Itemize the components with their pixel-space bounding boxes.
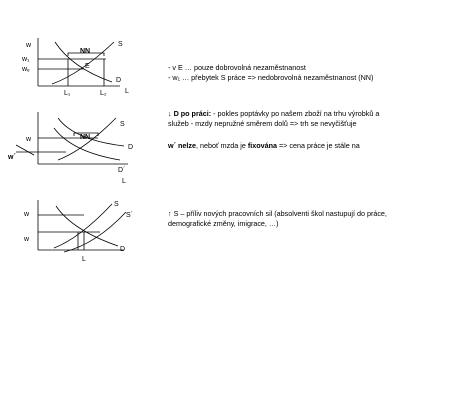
graph3-supply-curve: [54, 204, 112, 248]
graph2-label-d: D: [128, 144, 134, 151]
note-fixed-wage-mid: , neboť mzda je: [195, 141, 248, 150]
graph1-label-l2: L₂: [100, 90, 107, 97]
graph3-label-s: S: [114, 201, 119, 208]
graph-supply-increase: [0, 195, 160, 265]
graph1-label-d: D: [116, 77, 122, 84]
note-fixed-wage-nelze: nelze: [177, 141, 196, 150]
graph-demand-decrease: [0, 108, 160, 188]
graph3-label-d: D: [120, 246, 126, 253]
graph1-label-l1: L₁: [64, 90, 71, 97]
graph2-demand-curve: [58, 118, 124, 146]
note-supply-increase: [168, 209, 387, 228]
graph1-axis-w: w: [26, 42, 32, 49]
graph3-axis-w2: w: [24, 236, 30, 243]
note-demand-drop-text: - pokles poptávky po našem zboží na trhu výrobků a: [211, 109, 380, 118]
graph2-label-s: S: [120, 121, 125, 128]
graph1-label-we: wₑ: [22, 66, 30, 73]
graph1-label-w1: w₁: [22, 56, 30, 63]
graph2-axis-l: L: [122, 178, 126, 185]
note-equilibrium: [168, 63, 373, 82]
graph2-label-nn: NN: [80, 134, 91, 141]
note-fixed-wage-fixovana: fixována: [247, 141, 277, 150]
note-supply-increase-line2: demografické změny, imigrace, …): [168, 218, 279, 228]
graph2-cross-mark: [16, 145, 34, 155]
graph2-label-wprime: w´: [8, 154, 16, 161]
note-fixed-wage-wprime: w´: [168, 141, 176, 150]
graph3-axis-w: w: [24, 211, 30, 218]
graph2-axis-w: w: [26, 136, 32, 143]
graph1-label-s: S: [118, 41, 123, 48]
graph1-axis-l: L: [125, 88, 129, 95]
note-equilibrium-line1: - v E … pouze dobrovolná nezaměstnanost: [168, 63, 306, 72]
note-demand-drop: [168, 109, 379, 128]
graph3-axis-l: L: [82, 256, 86, 263]
graph3-demand-curve: [56, 206, 118, 246]
note-supply-increase-line1: ↑ S – příliv nových pracovních sil (absolventi škol nastupují do práce,: [168, 209, 387, 218]
arrow-down: ↓: [168, 109, 172, 118]
graph1-label-e: E: [85, 63, 90, 70]
note-fixed-wage-end: => cena práce je stále na: [276, 141, 360, 150]
note-equilibrium-line2: - w₁ … přebytek S práce => nedobrovolná nezaměstnanost (NN): [168, 72, 374, 82]
note-demand-drop-line2: služeb - mzdy nepružné směrem dolů => trh se nevyčišťuje: [168, 118, 357, 128]
graph1-label-nn: NN: [80, 48, 91, 55]
note-demand-drop-line1: [168, 109, 379, 119]
note-fixed-wage: [168, 141, 360, 151]
graph2-label-dprime: D´: [118, 167, 126, 174]
graph-labor-market-surplus: [0, 30, 160, 100]
note-demand-drop-heading: D po práci:: [173, 109, 212, 118]
graph3-label-sprime: S´: [126, 212, 133, 219]
